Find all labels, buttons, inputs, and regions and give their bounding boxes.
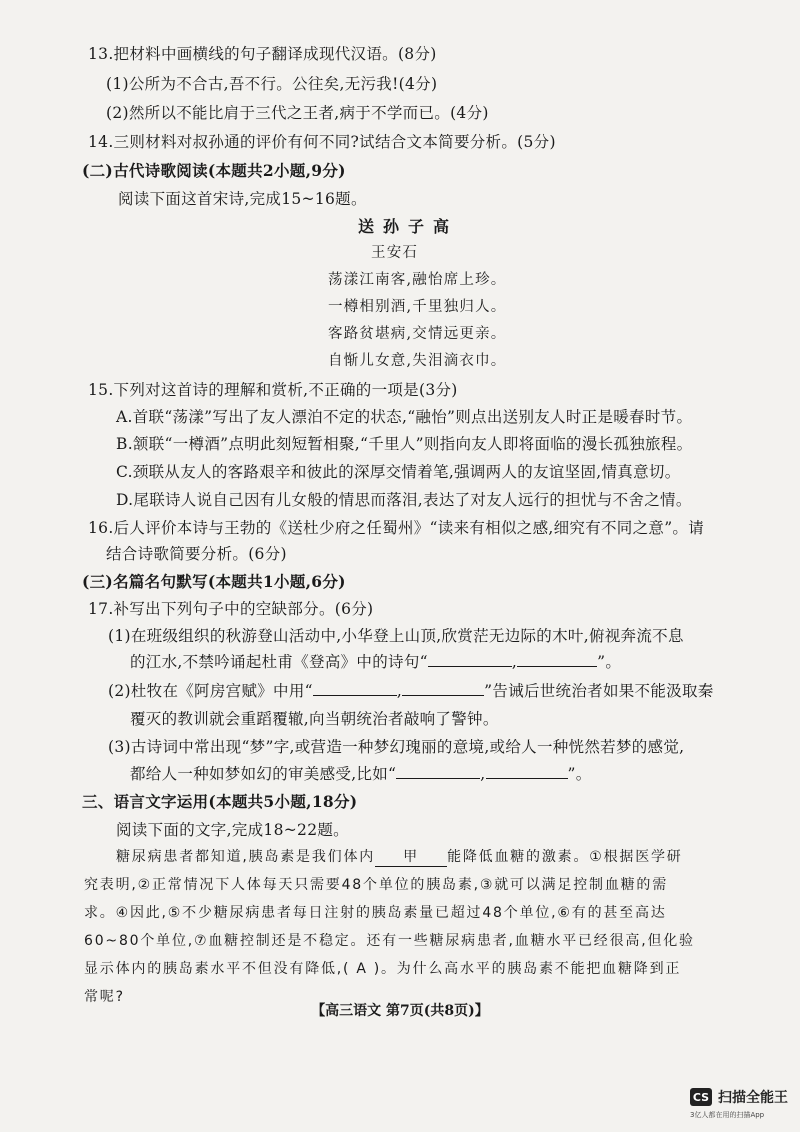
close-quote: ”。 (597, 653, 622, 671)
q17-p2-line2: 覆灭的教训就会重蹈覆辙,向当朝统治者敲响了警钟。 (130, 710, 499, 728)
passage-line (84, 958, 681, 978)
scanner-watermark (690, 1087, 788, 1107)
passage-text: 能降低血糖的激素。①根据医学研 (447, 849, 683, 865)
camscanner-logo-icon: CS (690, 1088, 712, 1106)
q16-line1: 16.后人评价本诗与王勃的《送杜少府之任蜀州》“读来有相似之感,细究有不同之意”。请 (88, 519, 705, 537)
passage-text: )。为什么高水平的胰岛素不能把血糖降到正 (373, 961, 682, 977)
poem-line: 荡漾江南客,融怡席上珍。 (328, 272, 507, 288)
passage-text: 糖尿病患者都知道,胰岛素是我们体内 (116, 849, 376, 865)
page-footer: 【高三语文 第7页(共8页)】 (311, 1003, 489, 1019)
comma: , (396, 682, 403, 700)
answer-blank[interactable] (517, 654, 597, 667)
answer-blank[interactable] (313, 683, 397, 696)
q17-p1-prompt: 的江水,不禁吟诵起杜甫《登高》中的诗句“ (130, 653, 428, 671)
answer-blank[interactable] (486, 766, 568, 779)
poem-line: 一樽相别酒,千里独归人。 (328, 299, 507, 315)
fill-blank-jia: 甲 (375, 846, 447, 867)
close-quote: ”。 (567, 765, 592, 783)
q17-p2-prompt: (2)杜牧在《阿房宫赋》中用“ (108, 682, 313, 700)
q17-p3-line1: (3)古诗词中常出现“梦”字,或营造一种梦幻瑰丽的意境,或给人一种恍然若梦的感觉, (108, 738, 685, 756)
q17-title: 17.补写出下列句子中的空缺部分。(6分) (88, 600, 374, 618)
q17-p2-line1 (108, 679, 714, 701)
q17-p1-line1: (1)在班级组织的秋游登山活动中,小华登上山顶,欣赏茫无边际的木叶,俯视奔流不息 (108, 627, 684, 645)
section-poetry-heading: (二)古代诗歌阅读(本题共2小题,9分) (82, 161, 346, 180)
answer-blank[interactable] (402, 683, 484, 696)
scanner-brand: 扫描全能王 (718, 1090, 788, 1106)
section-language-heading: 三、语言文字运用(本题共5小题,18分) (82, 792, 358, 811)
q15-title: 15.下列对这首诗的理解和赏析,不正确的一项是(3分) (88, 381, 458, 399)
q17-p2-continued: ”告诫后世统治者如果不能汲取秦 (484, 682, 714, 700)
q13-title: 13.把材料中画横线的句子翻译成现代汉语。(8分) (88, 45, 437, 63)
poem-author: 王安石 (371, 245, 419, 261)
poetry-intro: 阅读下面这首宋诗,完成15~16题。 (118, 190, 367, 208)
poem-line: 客路贫堪病,交情远更亲。 (328, 326, 507, 342)
q15-option-d: D.尾联诗人说自己因有儿女般的情思而落泪,表达了对友人远行的担忧与不舍之情。 (116, 491, 692, 509)
poem-line: 自惭儿女意,失泪滴衣巾。 (328, 353, 507, 369)
passage-line: 常呢? (84, 989, 125, 1005)
passage-line: 60~80个单位,⑦血糖控制还是不稳定。还有一些糖尿病患者,血糖水平已经很高,但化验 (84, 933, 695, 949)
section-recitation-heading: (三)名篇名句默写(本题共1小题,6分) (82, 572, 346, 591)
passage-text: 显示体内的胰岛素水平不但没有降低,( (84, 961, 351, 977)
fill-blank-a: A (356, 961, 368, 977)
q15-option-b: B.颔联“一樽酒”点明此刻短暂相聚,“千里人”则指向友人即将面临的漫长孤独旅程。 (116, 435, 693, 453)
q17-p3-line2 (130, 762, 592, 784)
q15-option-c: C.颈联从友人的客路艰辛和彼此的深厚交情着笔,强调两人的友谊坚固,情真意切。 (116, 463, 681, 481)
comma: , (480, 765, 486, 783)
q17-p1-line2 (130, 650, 621, 672)
q16-line2: 结合诗歌简要分析。(6分) (106, 545, 287, 563)
passage-line: 究表明,②正常情况下人体每天只需要48个单位的胰岛素,③就可以满足控制血糖的需 (84, 877, 669, 893)
answer-blank[interactable] (428, 654, 512, 667)
poem-title: 送孙子高 (358, 217, 459, 236)
passage-line: 求。④因此,⑤不少糖尿病患者每日注射的胰岛素量已超过48个单位,⑥有的甚至高达 (84, 905, 667, 921)
language-intro: 阅读下面的文字,完成18~22题。 (116, 821, 349, 839)
passage-line (116, 846, 683, 867)
q17-p3-prompt: 都给人一种如梦如幻的审美感受,比如“ (130, 765, 397, 783)
q15-option-a: A.首联“荡漾”写出了友人漂泊不定的状态,“融怡”则点出送别友人时正是暖春时节。 (116, 408, 693, 426)
scanner-tagline: 3亿人都在用的扫描App (690, 1111, 765, 1119)
comma: , (511, 653, 518, 671)
q14-title: 14.三则材料对叔孙通的评价有何不同?试结合文本简要分析。(5分) (88, 133, 556, 151)
q13-sub1: (1)公所为不合古,吾不行。公往矣,无污我!(4分) (106, 75, 438, 93)
q13-sub2: (2)然所以不能比肩于三代之王者,病于不学而已。(4分) (106, 104, 489, 122)
answer-blank[interactable] (396, 766, 480, 779)
